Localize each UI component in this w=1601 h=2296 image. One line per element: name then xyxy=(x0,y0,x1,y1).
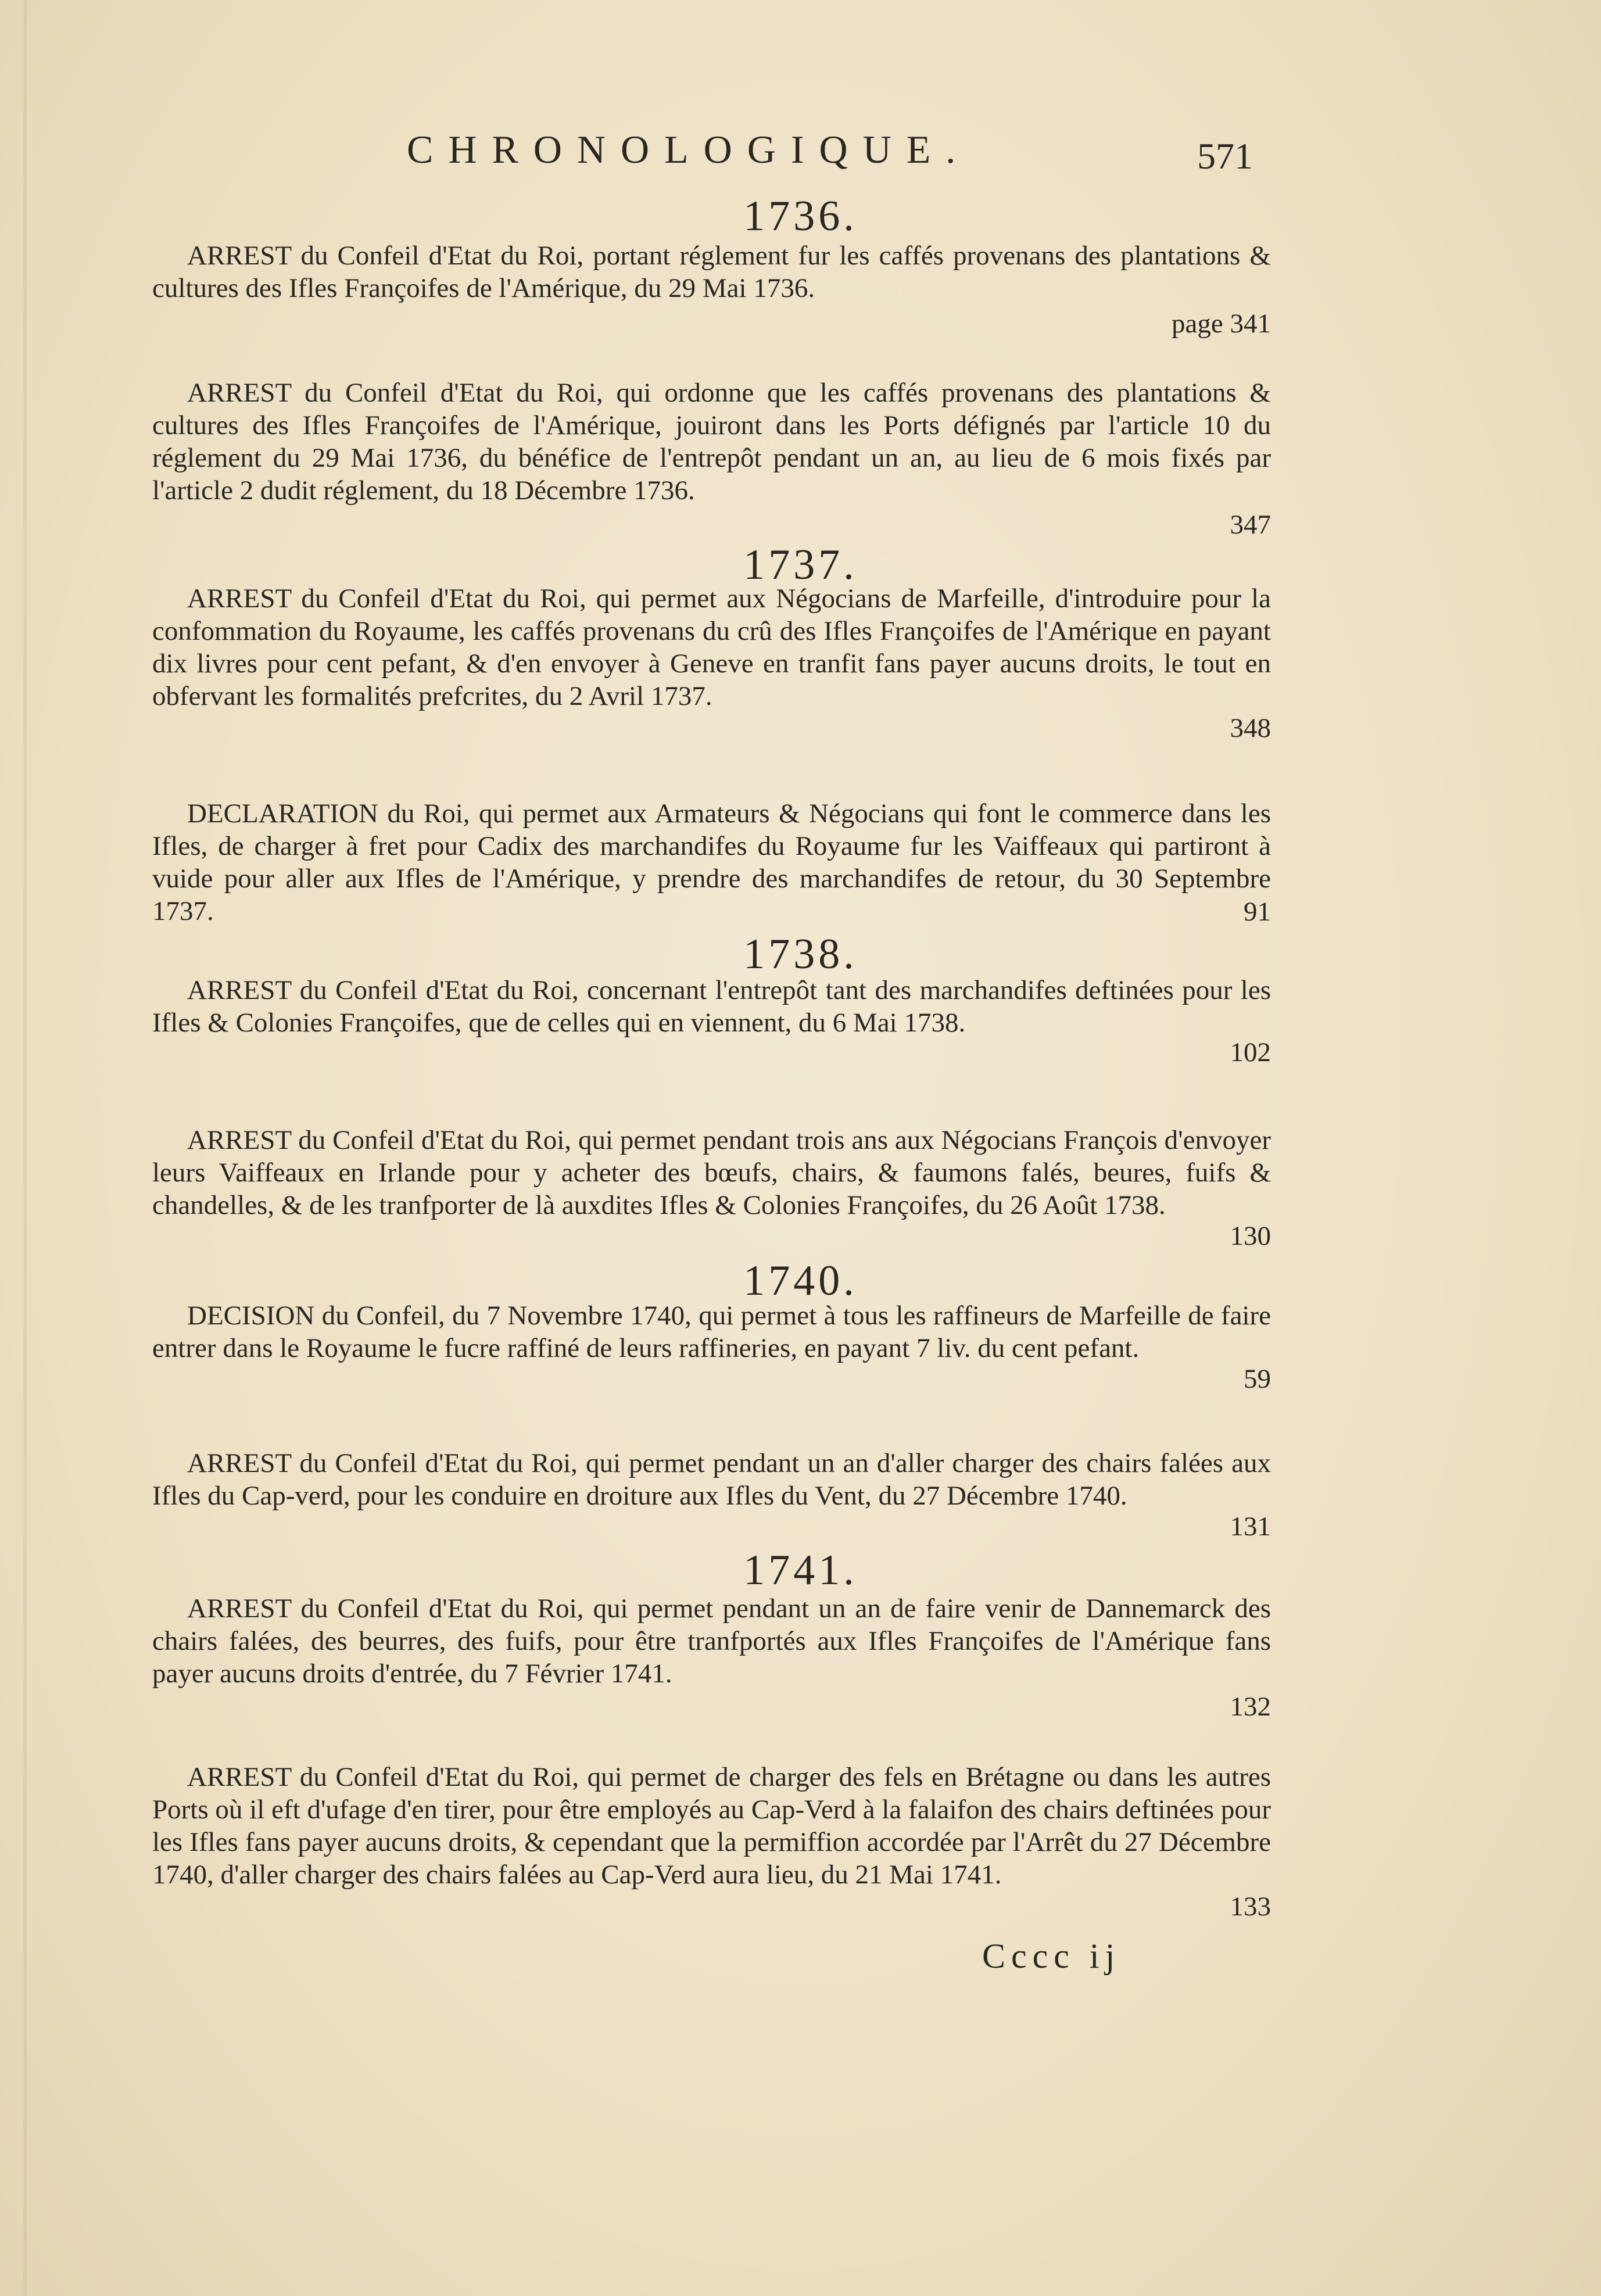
entry-text: ARREST du Confeil d'Etat du Roi, concernant l'entrepôt tant des marchandifes deftinées pour les Ifles & Colonies Françoifes, que de celles qui en viennent, du 6 Mai 1738. xyxy=(152,975,1271,1038)
entry-ref: 130 xyxy=(1230,1221,1271,1251)
entry-1736-2 xyxy=(152,377,1271,507)
entry-text: DECISION du Confeil, du 7 Novembre 1740, qui permet à tous les raffineurs de Marfeille de faire entrer dans le Royaume le fucre raffiné de leurs raffineries, en payant 7 liv. du cent pefant. xyxy=(152,1301,1271,1363)
entry-text: ARREST du Confeil d'Etat du Roi, qui permet de charger des fels en Brétagne ou dans les autres Ports où il eft d'ufage d'en tirer, pour être employés au Cap-Verd à la falaifon des chairs deftinées pour les Ifles fans payer aucuns droits, & cependant que la permiffion accordée par l'Arrêt du 27 Décembre 1740, d'aller charger des chairs falées au Cap-Verd aura lieu, du 21 Mai 1741. xyxy=(152,1762,1271,1890)
entry-ref: 91 xyxy=(1244,897,1271,927)
entry-text: ARREST du Confeil d'Etat du Roi, qui permet pendant trois ans aux Négocians François d'envoyer leurs Vaiffeaux en Irlande pour y acheter des bœufs, chairs, & faumons falés, beures, fuifs & chandelles, & de les tranfporter de là auxdites Ifles & Colonies Françoifes, du 26 Août 1738. xyxy=(152,1125,1271,1220)
year-heading-1738: 1738. xyxy=(743,930,858,978)
entry-ref: 59 xyxy=(1244,1364,1271,1394)
entry-ref: 348 xyxy=(1230,713,1271,743)
page-title: CHRONOLOGIQUE. xyxy=(407,127,971,171)
entry-text: ARREST du Confeil d'Etat du Roi, qui ordonne que les caffés provenans des plantations & cultures des Ifles Françoifes de l'Amérique, jouiront dans les Ports défignés par l'article 10 du réglement du 29 Mai 1736, du bénéfice de l'entrepôt pendant un an, au lieu de 6 mois fixés par l'article 2 dudit réglement, du 18 Décembre 1736. xyxy=(152,378,1271,506)
entry-text: ARREST du Confeil d'Etat du Roi, portant réglement fur les caffés provenans des plantations & cultures des Ifles Françoifes de l'Amérique, du 29 Mai 1736. xyxy=(152,241,1271,303)
entry-ref: 132 xyxy=(1230,1692,1271,1722)
page-edge-shadow xyxy=(23,0,27,2296)
year-heading-1740: 1740. xyxy=(743,1257,858,1305)
entry-1736-1 xyxy=(152,239,1271,305)
entry-1737-2 xyxy=(152,797,1271,927)
entry-ref: 102 xyxy=(1230,1037,1271,1068)
entry-text: DECLARATION du Roi, qui permet aux Armateurs & Négocians qui font le commerce dans les Ifles, de charger à fret pour Cadix des marchandifes du Royaume fur les Vaiffeaux qui partiront à vuide pour aller aux Ifles de l'Amérique, y prendre des marchandifes de retour, du 30 Septembre 1737. xyxy=(152,798,1271,926)
entry-1741-2 xyxy=(152,1761,1271,1891)
year-heading-1737: 1737. xyxy=(743,541,858,589)
entry-ref: 347 xyxy=(1230,510,1271,540)
page-number: 571 xyxy=(1197,135,1253,177)
entry-1737-1 xyxy=(152,582,1271,712)
entry-text: ARREST du Confeil d'Etat du Roi, qui permet aux Négocians de Marfeille, d'introduire pour la confommation du Royaume, les caffés provenans du crû des Ifles Françoifes de l'Amérique en payant dix livres pour cent pefant, & d'en envoyer à Geneve en tranfit fans payer aucuns droits, le tout en obfervant les formalités prefcrites, du 2 Avril 1737. xyxy=(152,583,1271,711)
entry-1738-1 xyxy=(152,974,1271,1039)
year-heading-1741: 1741. xyxy=(743,1546,858,1594)
entry-ref: page 341 xyxy=(1172,309,1271,339)
entry-1738-2 xyxy=(152,1124,1271,1222)
entry-1740-2 xyxy=(152,1447,1271,1512)
entry-1740-1 xyxy=(152,1299,1271,1364)
entry-text: ARREST du Confeil d'Etat du Roi, qui permet pendant un an de faire venir de Dannemarck des chairs falées, des beurres, des fuifs, pour être tranfportés aux Ifles Françoifes de l'Amérique fans payer aucuns droits d'entrée, du 7 Février 1741. xyxy=(152,1593,1271,1689)
year-heading-1736: 1736. xyxy=(743,192,858,240)
entry-ref: 131 xyxy=(1230,1511,1271,1542)
entry-1741-1 xyxy=(152,1592,1271,1690)
signature-mark: Cccc ij xyxy=(982,1937,1121,1975)
entry-ref: 133 xyxy=(1230,1892,1271,1922)
entry-text: ARREST du Confeil d'Etat du Roi, qui permet pendant un an d'aller charger des chairs falées aux Ifles du Cap-verd, pour les conduire en droiture aux Ifles du Vent, du 27 Décembre 1740. xyxy=(152,1448,1271,1511)
